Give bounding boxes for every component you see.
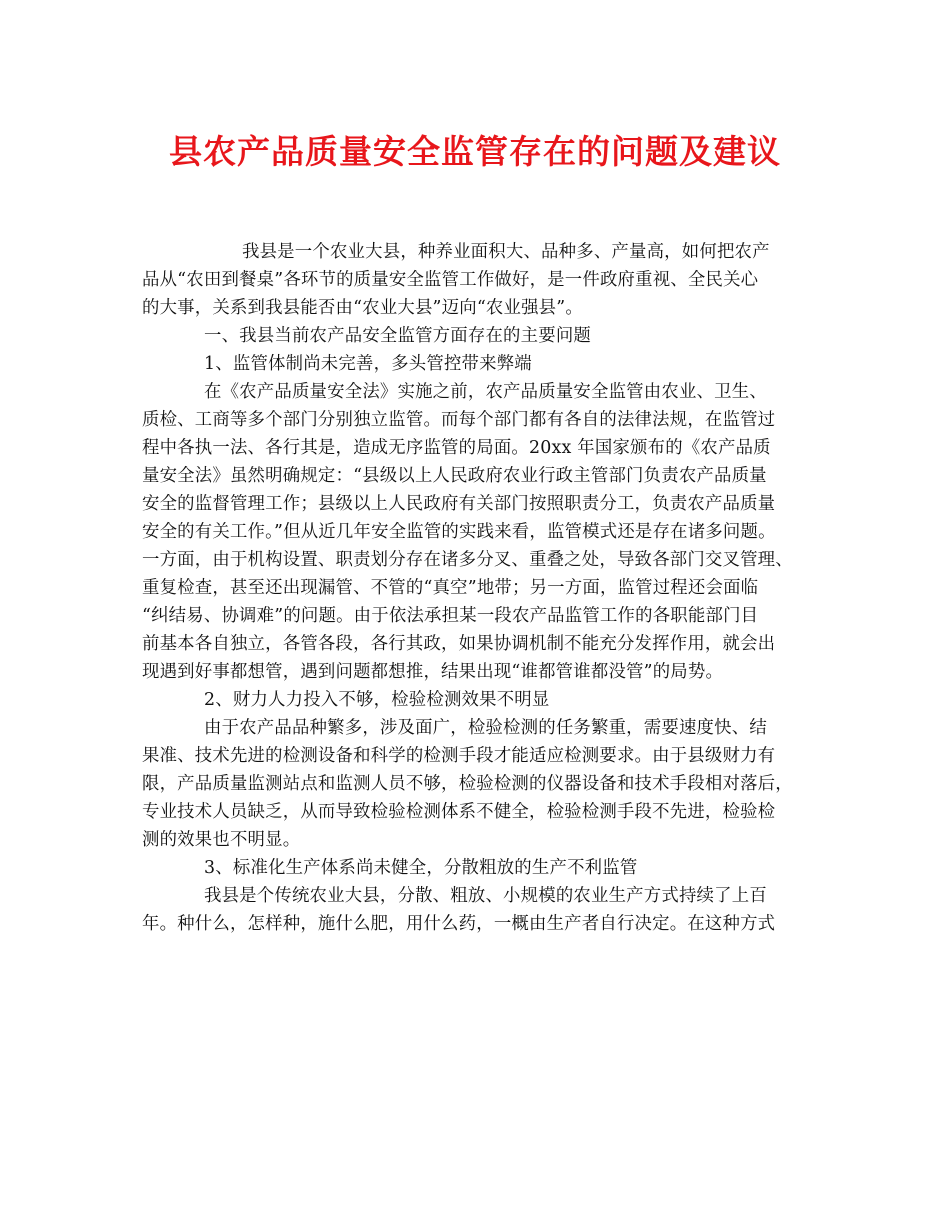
body-line: 在《农产品质量安全法》实施之前，农产品质量安全监管由农业、卫生、 (204, 382, 767, 402)
body-line: 程中各执一法、各行其是，造成无序监管的局面。20xx 年国家颁布的《农产品质 (142, 438, 771, 458)
body-line: 我县是个传统农业大县，分散、粗放、小规模的农业生产方式持续了上百 (204, 886, 767, 906)
body-line: 专业技术人员缺乏，从而导致检验检测体系不健全，检验检测手段不先进，检验检 (142, 802, 776, 822)
body-line: 年。种什么，怎样种，施什么肥，用什么药，一概由生产者自行决定。在这种方式 (142, 914, 776, 934)
subsection-heading: 3、标准化生产体系尚未健全，分散粗放的生产不利监管 (204, 858, 638, 878)
body-line: 限，产品质量监测站点和监测人员不够，检验检测的仪器设备和技术手段相对落后， (142, 774, 793, 794)
body-line: 安全的监督管理工作；县级以上人民政府有关部门按照职责分工，负责农产品质量 (142, 494, 776, 514)
body-line: “纠结易、协调难”的问题。由于依法承担某一段农产品监管工作的各职能部门目 (142, 606, 759, 626)
body-line: 一方面，由于机构设置、职责划分存在诸多分叉、重叠之处，导致各部门交叉管理、 (142, 550, 793, 570)
body-line: 我县是一个农业大县，种养业面积大、品种多、产量高，如何把农产 (242, 242, 770, 262)
body-line: 的大事，关系到我县能否由“农业大县”迈向“农业强县”。 (142, 298, 583, 318)
subsection-heading: 1、监管体制尚未完善，多头管控带来弊端 (204, 354, 532, 374)
body-line: 重复检查，甚至还出现漏管、不管的“真空”地带；另一方面，监管过程还会面临 (142, 578, 759, 598)
subsection-heading: 2、财力人力投入不够，检验检测效果不明显 (204, 690, 550, 710)
section-heading: 一、我县当前农产品安全监管方面存在的主要问题 (204, 326, 591, 346)
body-line: 安全的有关工作。”但从近几年安全监管的实践来看，监管模式还是存在诸多问题。 (142, 522, 776, 542)
body-line: 量安全法》虽然明确规定：“县级以上人民政府农业行政主管部门负责农产品质量 (142, 466, 767, 486)
body-line: 前基本各自独立，各管各段，各行其政，如果协调机制不能充分发挥作用，就会出 (142, 634, 776, 654)
body-line: 由于农产品品种繁多，涉及面广，检验检测的任务繁重，需要速度快、结 (204, 718, 767, 738)
body-line: 品从“农田到餐桌”各环节的质量安全监管工作做好，是一件政府重视、全民关心 (142, 270, 759, 290)
body-line: 测的效果也不明显。 (142, 830, 301, 850)
body-line: 质检、工商等多个部门分别独立监管。而每个部门都有各自的法律法规，在监管过 (142, 410, 776, 430)
document-title: 县农产品质量安全监管存在的问题及建议 (169, 132, 781, 171)
body-line: 现遇到好事都想管，遇到问题都想推，结果出现“谁都管谁都没管”的局势。 (142, 662, 724, 682)
body-line: 果准、技术先进的检测设备和科学的检测手段才能适应检测要求。由于县级财力有 (142, 746, 776, 766)
